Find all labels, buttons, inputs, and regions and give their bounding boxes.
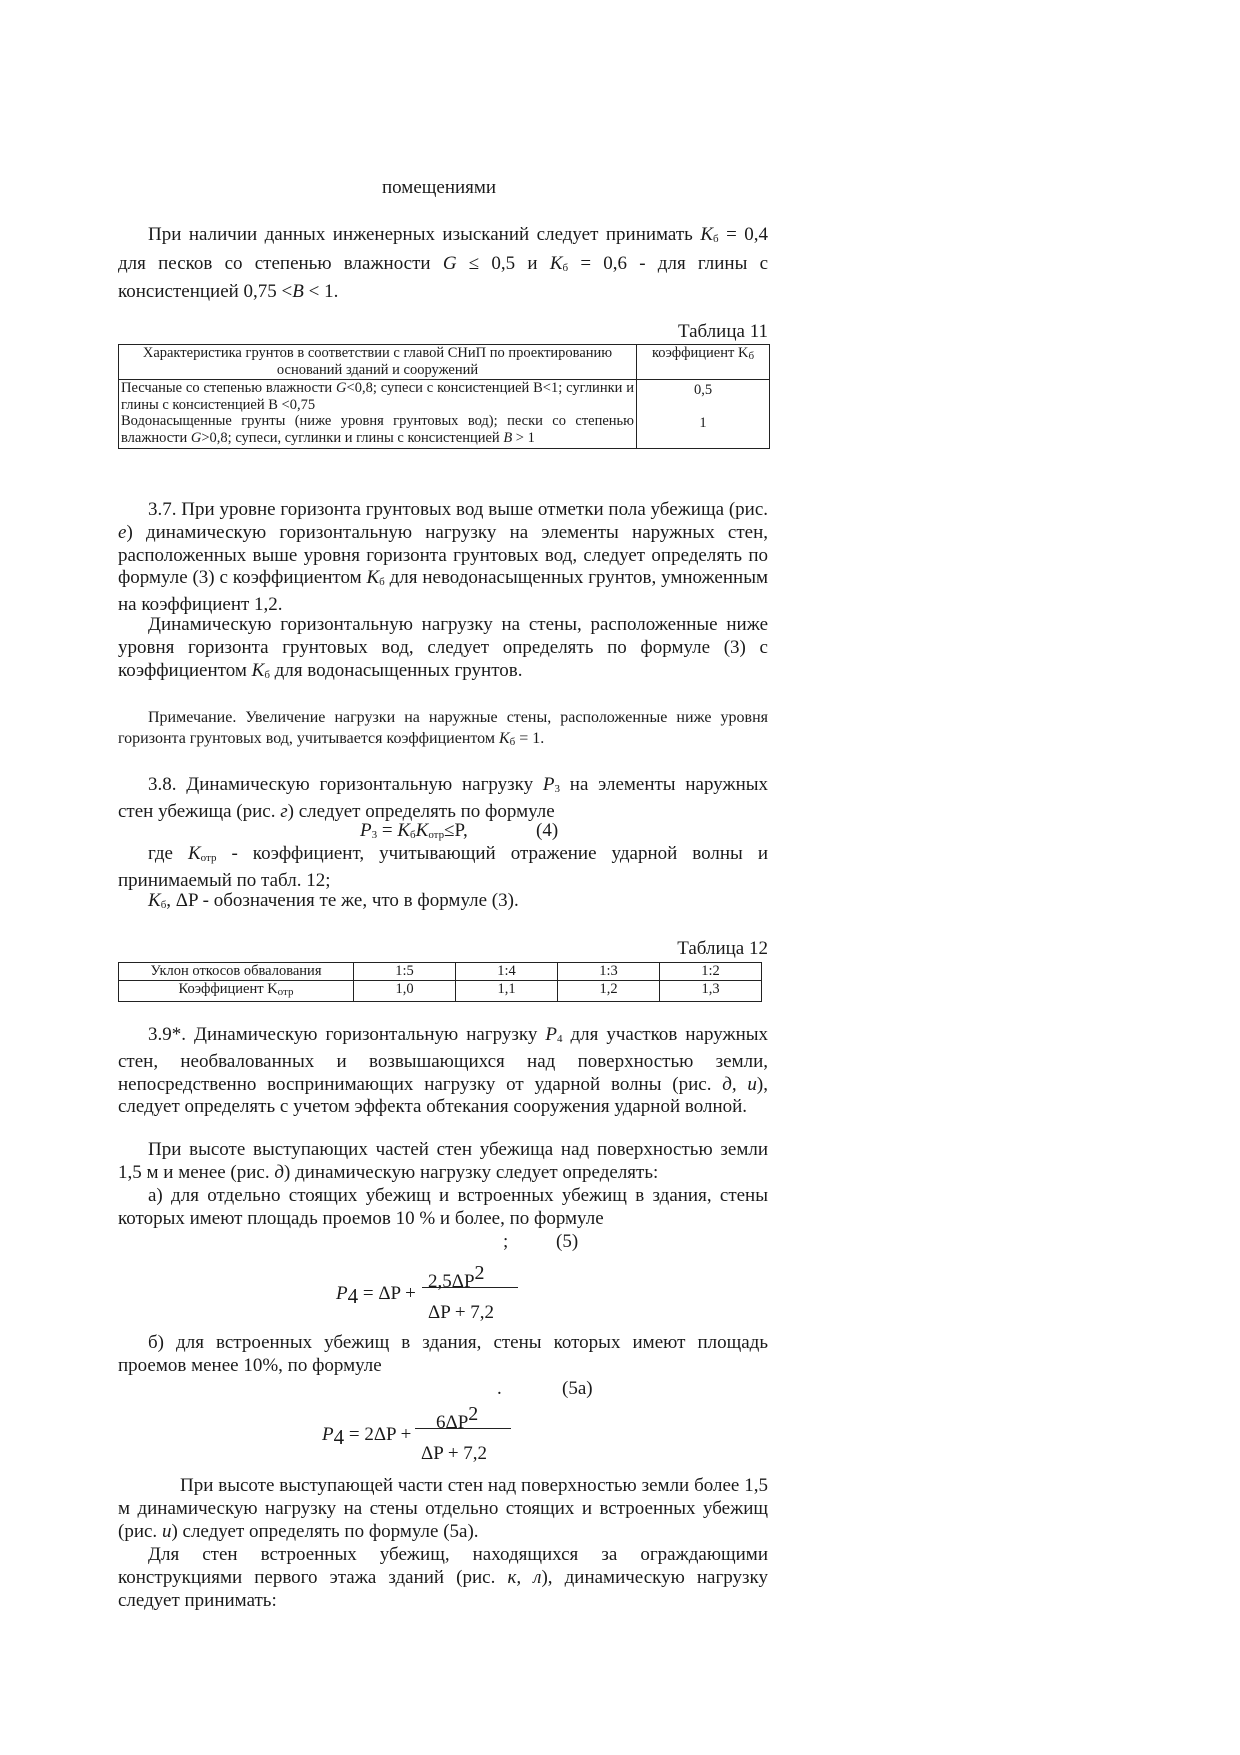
section-3-9: 3.9*. Динамическую горизонтальную нагрузку P4 для участков наружных стен, необвалованных и возвышающихся над поверхностью земли, непосредственно воспринимающих нагрузку от ударной волны (рис. д, и), следует определять с учетом эффекта обтекания сооружения ударной волной. bbox=[118, 1024, 769, 1118]
formula-5-numerator: 2,5ΔP2 bbox=[428, 1262, 485, 1292]
table-11 bbox=[118, 344, 770, 449]
note-paragraph: Примечание. Увеличение нагрузки на наружные стены, расположенные ниже уровня горизонта грунтовых вод, учитывается коэффициентом Kб = 1. bbox=[118, 709, 768, 748]
table-cell: 1,0 bbox=[354, 981, 456, 1002]
table-cell: 1:5 bbox=[354, 963, 456, 981]
table-12 bbox=[118, 962, 762, 1002]
table-cell: Песчаные со степенью влажности G<0,8; супеси с консистенцией В<1; суглинки и глины с консистенцией В <0,75 bbox=[119, 380, 637, 414]
formula-5a-separator: . bbox=[497, 1378, 502, 1399]
table-row-label: Коэффициент Kотр bbox=[119, 981, 354, 1002]
table-cell: 0,5 bbox=[637, 380, 770, 414]
formula-5a-lhs: P4 = 2ΔP + bbox=[322, 1424, 412, 1449]
formula-5a-number: (5а) bbox=[562, 1378, 593, 1399]
table-row-label: Уклон откосов обвалования bbox=[119, 963, 354, 981]
section-3-7: 3.7. При уровне горизонта грунтовых вод выше отметки пола убежища (рис. е) динамическую горизонтальную нагрузку на элементы наружных стен, расположенных выше уровня горизонта грунтовых вод, следует определять по формуле (3) с коэффициентом Kб для неводонасыщенных грунтов, умноженным на коэффициент 1,2. bbox=[118, 499, 768, 616]
table-cell: 1:4 bbox=[456, 963, 558, 981]
formula-5-fraction-bar bbox=[422, 1287, 518, 1288]
formula-4-notation: Kб, ΔP - обозначения те же, что в формуле (3). bbox=[148, 890, 519, 911]
paragraph-soil-coefficient: При наличии данных инженерных изысканий следует принимать Kб = 0,4 для песков со степенью влажности G ≤ 0,5 и Kб = 0,6 - для глины с консистенцией 0,75 <B < 1. bbox=[118, 224, 769, 302]
table-cell: 1,2 bbox=[558, 981, 660, 1002]
section-3-7-paragraph-2: Динамическую горизонтальную нагрузку на стены, расположенные ниже уровня горизонта грунтовых вод, следует определять по формуле (3) с коэффициентом Kб для водонасыщенных грунтов. bbox=[118, 614, 768, 681]
formula-4: P3 = KбKотр≤P, bbox=[360, 820, 468, 841]
formula-4-where: где Kотр - коэффициент, учитывающий отражение ударной волны и принимаемый по табл. 12; bbox=[118, 843, 768, 891]
section-3-9-paragraph-2: При высоте выступающих частей стен убежища над поверхностью земли 1,5 м и менее (рис. д) динамическую нагрузку следует определять: bbox=[118, 1139, 768, 1183]
formula-4-number: (4) bbox=[536, 820, 559, 841]
table-cell: 1 bbox=[637, 413, 770, 449]
section-3-9-item-b: б) для встроенных убежищ в здания, стены которых имеют площадь проемов менее 10%, по формуле bbox=[118, 1332, 768, 1376]
formula-5-lhs: P4 = ΔP + bbox=[336, 1283, 416, 1308]
section-3-9-item-a: а) для отдельно стоящих убежищ и встроенных убежищ в здания, стены которых имеют площадь проемов 10 % и более, по формуле bbox=[118, 1185, 768, 1229]
formula-5a-fraction-bar bbox=[415, 1428, 511, 1429]
table-row bbox=[119, 345, 770, 380]
table-row bbox=[119, 413, 770, 449]
formula-5-denominator: ΔP + 7,2 bbox=[428, 1302, 495, 1323]
table-cell: 1,1 bbox=[456, 981, 558, 1002]
section-3-9-paragraph-built-in: Для стен встроенных убежищ, находящихся за ограждающими конструкциями первого этажа зданий (рис. к, л), динамическую нагрузку следует принимать: bbox=[118, 1544, 768, 1611]
table-cell: Водонасыщенные грунты (ниже уровня грунтовых вод); пески со степенью влажности G>0,8; супеси, суглинки и глины с консистенцией B > 1 bbox=[119, 413, 637, 449]
table-header-cell: коэффициент Kб bbox=[637, 345, 770, 380]
table-row bbox=[119, 380, 770, 414]
table-row bbox=[119, 963, 762, 981]
formula-5-number: (5) bbox=[556, 1231, 579, 1252]
formula-5a-numerator: 6ΔP2 bbox=[436, 1403, 479, 1433]
table-cell: 1,3 bbox=[660, 981, 762, 1002]
table-header-cell: Характеристика грунтов в соответствии с главой СНиП по проектированию оснований зданий и сооружений bbox=[119, 345, 637, 380]
formula-5a-denominator: ΔP + 7,2 bbox=[421, 1443, 488, 1464]
table-cell: 1:2 bbox=[660, 963, 762, 981]
table-11-caption: Таблица 11 bbox=[677, 321, 768, 342]
table-row bbox=[119, 981, 762, 1002]
section-3-9-paragraph-height: При высоте выступающей части стен над поверхностью земли более 1,5 м динамическую нагрузку на стены отдельно стоящих и встроенных убежищ (рис. и) следует определять по формуле (5а). bbox=[118, 1475, 768, 1542]
heading-fragment: помещениями bbox=[382, 177, 497, 198]
section-3-8: 3.8. Динамическую горизонтальную нагрузку P3 на элементы наружных стен убежища (рис. г) следует определять по формуле bbox=[118, 774, 769, 822]
table-12-caption: Таблица 12 bbox=[677, 938, 768, 959]
table-cell: 1:3 bbox=[558, 963, 660, 981]
formula-5-separator: ; bbox=[503, 1231, 509, 1252]
